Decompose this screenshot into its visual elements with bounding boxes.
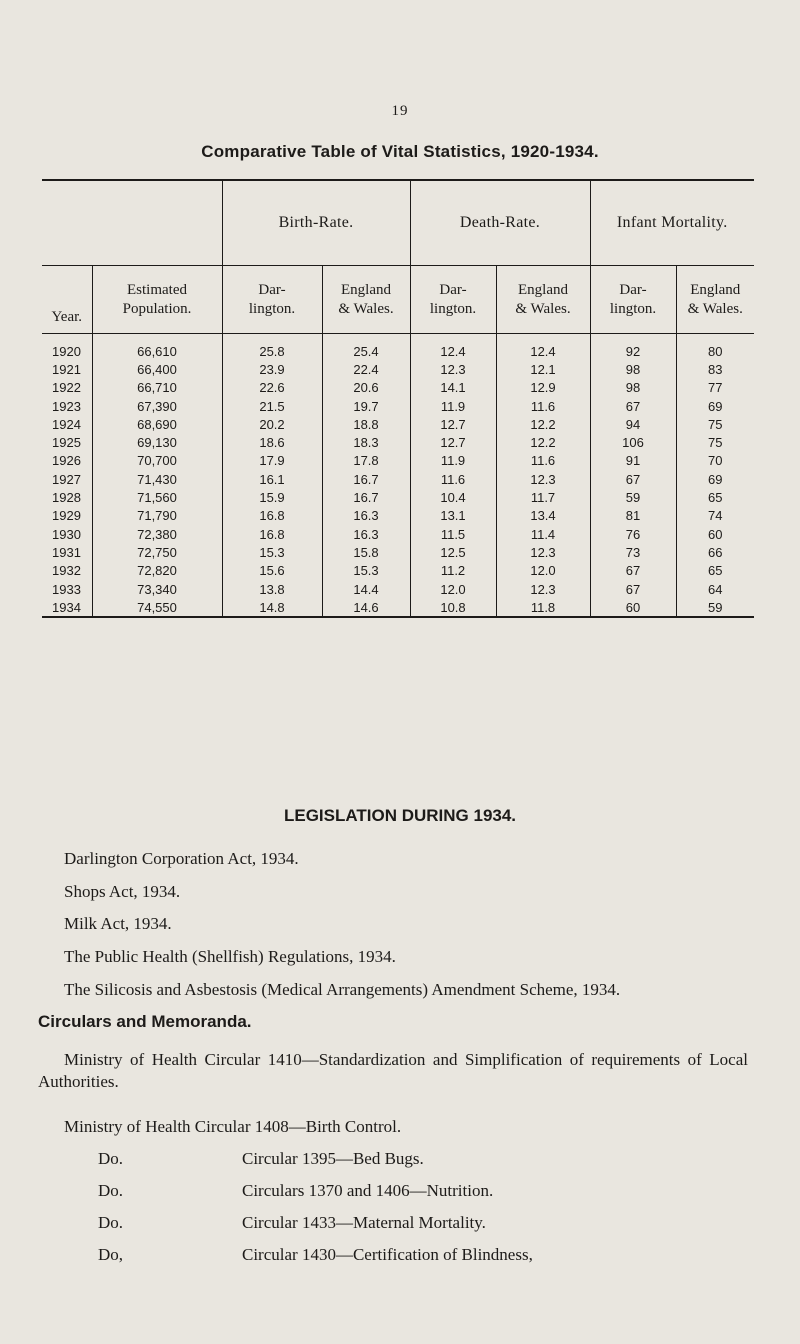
birth-darlington-header — [222, 266, 322, 334]
birth-england-cell: 16.3 — [322, 507, 410, 525]
table-row — [42, 507, 754, 525]
population-cell: 71,430 — [92, 470, 222, 488]
infant-england-cell: 59 — [676, 598, 754, 617]
legislation-item: Milk Act, 1934. — [64, 914, 172, 933]
death-darlington-cell: 12.7 — [410, 415, 496, 433]
population-cell: 66,400 — [92, 360, 222, 378]
birth-england-cell: 20.6 — [322, 379, 410, 397]
infant-darlington-cell: 59 — [590, 488, 676, 506]
birth-england-cell: 14.6 — [322, 598, 410, 617]
year-cell: 1925 — [52, 435, 81, 451]
death-darlington-line1: Dar- — [439, 281, 467, 298]
death-england-cell: 11.8 — [496, 598, 590, 617]
population-cell: 68,690 — [92, 415, 222, 433]
infant-england-cell: 65 — [676, 488, 754, 506]
infant-darlington-cell: 67 — [590, 470, 676, 488]
population-header-line1: Estimated — [127, 281, 187, 298]
death-england-header — [496, 266, 590, 334]
population-header-line2: Population. — [122, 300, 192, 317]
birth-england-cell: 25.4 — [322, 334, 410, 361]
infant-darlington-cell: 98 — [590, 360, 676, 378]
death-darlington-cell: 11.2 — [410, 562, 496, 580]
population-cell: 71,790 — [92, 507, 222, 525]
infant-darlington-cell: 73 — [590, 543, 676, 561]
year-header — [42, 266, 92, 334]
death-england-line1: England — [518, 281, 568, 298]
birth-darlington-line2: lington. — [248, 300, 296, 317]
death-england-cell: 12.2 — [496, 433, 590, 451]
table-row — [42, 360, 754, 378]
birth-darlington-cell: 16.8 — [222, 507, 322, 525]
population-cell: 72,750 — [92, 543, 222, 561]
birth-england-cell: 16.7 — [322, 488, 410, 506]
infant-england-header — [676, 266, 754, 334]
death-england-cell: 12.2 — [496, 415, 590, 433]
birth-england-cell: 18.8 — [322, 415, 410, 433]
birth-england-line1: England — [341, 281, 391, 298]
death-darlington-cell: 13.1 — [410, 507, 496, 525]
population-cell: 66,610 — [92, 334, 222, 361]
birth-darlington-cell: 15.3 — [222, 543, 322, 561]
birth-darlington-cell: 16.1 — [222, 470, 322, 488]
death-england-cell: 13.4 — [496, 507, 590, 525]
death-england-cell: 12.4 — [496, 334, 590, 361]
table-row — [42, 488, 754, 506]
birth-england-cell: 16.3 — [322, 525, 410, 543]
infant-darlington-cell: 60 — [590, 598, 676, 617]
birth-england-cell: 17.8 — [322, 452, 410, 470]
death-darlington-cell: 12.0 — [410, 580, 496, 598]
table-row — [42, 334, 754, 361]
birth-darlington-cell: 18.6 — [222, 433, 322, 451]
infant-england-cell: 80 — [676, 334, 754, 361]
death-darlington-cell: 14.1 — [410, 379, 496, 397]
group-header-row — [42, 180, 754, 266]
table-row — [42, 598, 754, 617]
death-darlington-cell: 11.9 — [410, 452, 496, 470]
legislation-item: The Public Health (Shellfish) Regulations, 1934. — [64, 947, 396, 966]
death-england-cell: 12.1 — [496, 360, 590, 378]
birth-england-cell: 18.3 — [322, 433, 410, 451]
year-cell: 1923 — [52, 398, 81, 414]
birth-england-cell: 15.8 — [322, 543, 410, 561]
ditto-label: Do. — [98, 1213, 124, 1232]
population-header — [92, 266, 222, 334]
circular-first: Ministry of Health Circular 1408—Birth Control. — [64, 1117, 402, 1136]
death-darlington-line2: lington. — [429, 300, 477, 317]
birth-england-cell: 19.7 — [322, 397, 410, 415]
table-row — [42, 415, 754, 433]
circular-text: Circular 1430—Certification of Blindness, — [242, 1245, 533, 1264]
birth-darlington-cell: 13.8 — [222, 580, 322, 598]
death-england-cell: 12.9 — [496, 379, 590, 397]
year-cell: 1924 — [52, 416, 81, 432]
year-cell: 1931 — [52, 544, 81, 560]
infant-england-cell: 75 — [676, 415, 754, 433]
infant-england-line2: & Wales. — [687, 300, 743, 317]
table-row — [42, 433, 754, 451]
population-cell: 72,820 — [92, 562, 222, 580]
birth-darlington-cell: 20.2 — [222, 415, 322, 433]
death-rate-header: Death-Rate. — [410, 180, 590, 266]
infant-england-line1: England — [690, 281, 741, 298]
population-cell: 69,130 — [92, 433, 222, 451]
legislation-item: Darlington Corporation Act, 1934. — [64, 849, 299, 868]
column-header-row — [42, 266, 754, 334]
death-darlington-cell: 11.5 — [410, 525, 496, 543]
birth-rate-header: Birth-Rate. — [222, 180, 410, 266]
infant-darlington-cell: 106 — [590, 433, 676, 451]
infant-darlington-cell: 92 — [590, 334, 676, 361]
circular-intro: Ministry of Health Circular 1410—Standardization and Simplification of requirements of Local Authorities. — [38, 1050, 748, 1091]
ditto-label: Do. — [98, 1149, 124, 1168]
death-england-cell: 12.0 — [496, 562, 590, 580]
population-cell: 71,560 — [92, 488, 222, 506]
population-cell: 66,710 — [92, 379, 222, 397]
table-row — [42, 580, 754, 598]
birth-darlington-cell: 21.5 — [222, 397, 322, 415]
year-cell: 1933 — [52, 581, 81, 597]
infant-darlington-cell: 76 — [590, 525, 676, 543]
infant-darlington-cell: 67 — [590, 562, 676, 580]
table-row — [42, 379, 754, 397]
table-row — [42, 397, 754, 415]
circular-text: Circular 1395—Bed Bugs. — [242, 1149, 424, 1168]
legislation-item: The Silicosis and Asbestosis (Medical Arrangements) Amendment Scheme, 1934. — [64, 980, 621, 999]
table-row — [42, 452, 754, 470]
death-darlington-cell: 12.5 — [410, 543, 496, 561]
death-darlington-cell: 12.7 — [410, 433, 496, 451]
year-cell: 1932 — [52, 563, 81, 579]
infant-england-cell: 83 — [676, 360, 754, 378]
birth-darlington-line1: Dar- — [258, 281, 286, 298]
year-cell: 1927 — [52, 471, 81, 487]
page-title: Comparative Table of Vital Statistics, 1920-1934. — [201, 142, 599, 161]
population-cell: 72,380 — [92, 525, 222, 543]
infant-darlington-header — [590, 266, 676, 334]
death-darlington-cell: 11.6 — [410, 470, 496, 488]
blank-header — [42, 180, 222, 266]
birth-england-line2: & Wales. — [338, 300, 394, 317]
table-row — [42, 470, 754, 488]
death-england-line2: & Wales. — [515, 300, 571, 317]
population-cell: 74,550 — [92, 598, 222, 617]
infant-darlington-cell: 67 — [590, 397, 676, 415]
infant-darlington-line1: Dar- — [619, 281, 647, 298]
birth-darlington-cell: 16.8 — [222, 525, 322, 543]
legislation-item: Shops Act, 1934. — [64, 882, 181, 901]
birth-darlington-cell: 25.8 — [222, 334, 322, 361]
year-cell: 1921 — [52, 361, 81, 377]
death-darlington-cell: 12.4 — [410, 334, 496, 361]
death-darlington-cell: 12.3 — [410, 360, 496, 378]
year-cell: 1920 — [52, 343, 81, 359]
death-darlington-cell: 10.8 — [410, 598, 496, 617]
ditto-label: Do, — [98, 1245, 124, 1264]
circular-text: Circulars 1370 and 1406—Nutrition. — [242, 1181, 494, 1200]
birth-england-cell: 22.4 — [322, 360, 410, 378]
infant-darlington-line2: lington. — [609, 300, 657, 317]
population-cell: 67,390 — [92, 397, 222, 415]
infant-england-cell: 74 — [676, 507, 754, 525]
year-header-text: Year. — [51, 309, 83, 325]
death-darlington-cell: 10.4 — [410, 488, 496, 506]
birth-england-header — [322, 266, 410, 334]
year-cell: 1926 — [52, 453, 81, 469]
birth-darlington-cell: 22.6 — [222, 379, 322, 397]
birth-darlington-cell: 23.9 — [222, 360, 322, 378]
birth-darlington-cell: 17.9 — [222, 452, 322, 470]
death-england-cell: 12.3 — [496, 580, 590, 598]
infant-england-cell: 65 — [676, 562, 754, 580]
year-cell: 1930 — [52, 526, 81, 542]
birth-england-cell: 16.7 — [322, 470, 410, 488]
vital-statistics-table — [42, 179, 754, 618]
infant-darlington-cell: 91 — [590, 452, 676, 470]
infant-darlington-cell: 98 — [590, 379, 676, 397]
death-darlington-header — [410, 266, 496, 334]
infant-england-cell: 75 — [676, 433, 754, 451]
birth-darlington-cell: 15.6 — [222, 562, 322, 580]
table-row — [42, 562, 754, 580]
infant-england-cell: 66 — [676, 543, 754, 561]
death-england-cell: 11.6 — [496, 452, 590, 470]
death-england-cell: 12.3 — [496, 543, 590, 561]
birth-darlington-cell: 15.9 — [222, 488, 322, 506]
infant-england-cell: 60 — [676, 525, 754, 543]
year-cell: 1922 — [52, 380, 81, 396]
death-england-cell: 11.6 — [496, 397, 590, 415]
infant-england-cell: 69 — [676, 397, 754, 415]
infant-darlington-cell: 67 — [590, 580, 676, 598]
year-cell: 1928 — [52, 490, 81, 506]
year-cell: 1934 — [42, 598, 92, 617]
death-england-cell: 11.4 — [496, 525, 590, 543]
circular-text: Circular 1433—Maternal Mortality. — [242, 1213, 486, 1232]
table-row — [42, 525, 754, 543]
legislation-heading: LEGISLATION DURING 1934. — [283, 806, 517, 825]
ditto-label: Do. — [98, 1181, 124, 1200]
death-england-cell: 11.7 — [496, 488, 590, 506]
infant-darlington-cell: 81 — [590, 507, 676, 525]
infant-england-cell: 69 — [676, 470, 754, 488]
year-cell: 1929 — [52, 508, 81, 524]
infant-england-cell: 64 — [676, 580, 754, 598]
table-row — [42, 543, 754, 561]
infant-england-cell: 77 — [676, 379, 754, 397]
birth-darlington-cell: 14.8 — [222, 598, 322, 617]
birth-england-cell: 14.4 — [322, 580, 410, 598]
population-cell: 70,700 — [92, 452, 222, 470]
population-cell: 73,340 — [92, 580, 222, 598]
table-body — [42, 334, 754, 618]
death-darlington-cell: 11.9 — [410, 397, 496, 415]
death-england-cell: 12.3 — [496, 470, 590, 488]
infant-mortality-header: Infant Mortality. — [590, 180, 754, 266]
infant-england-cell: 70 — [676, 452, 754, 470]
birth-england-cell: 15.3 — [322, 562, 410, 580]
page-number: 19 — [391, 103, 409, 119]
circulars-heading: Circulars and Memoranda. — [38, 1012, 252, 1031]
infant-darlington-cell: 94 — [590, 415, 676, 433]
